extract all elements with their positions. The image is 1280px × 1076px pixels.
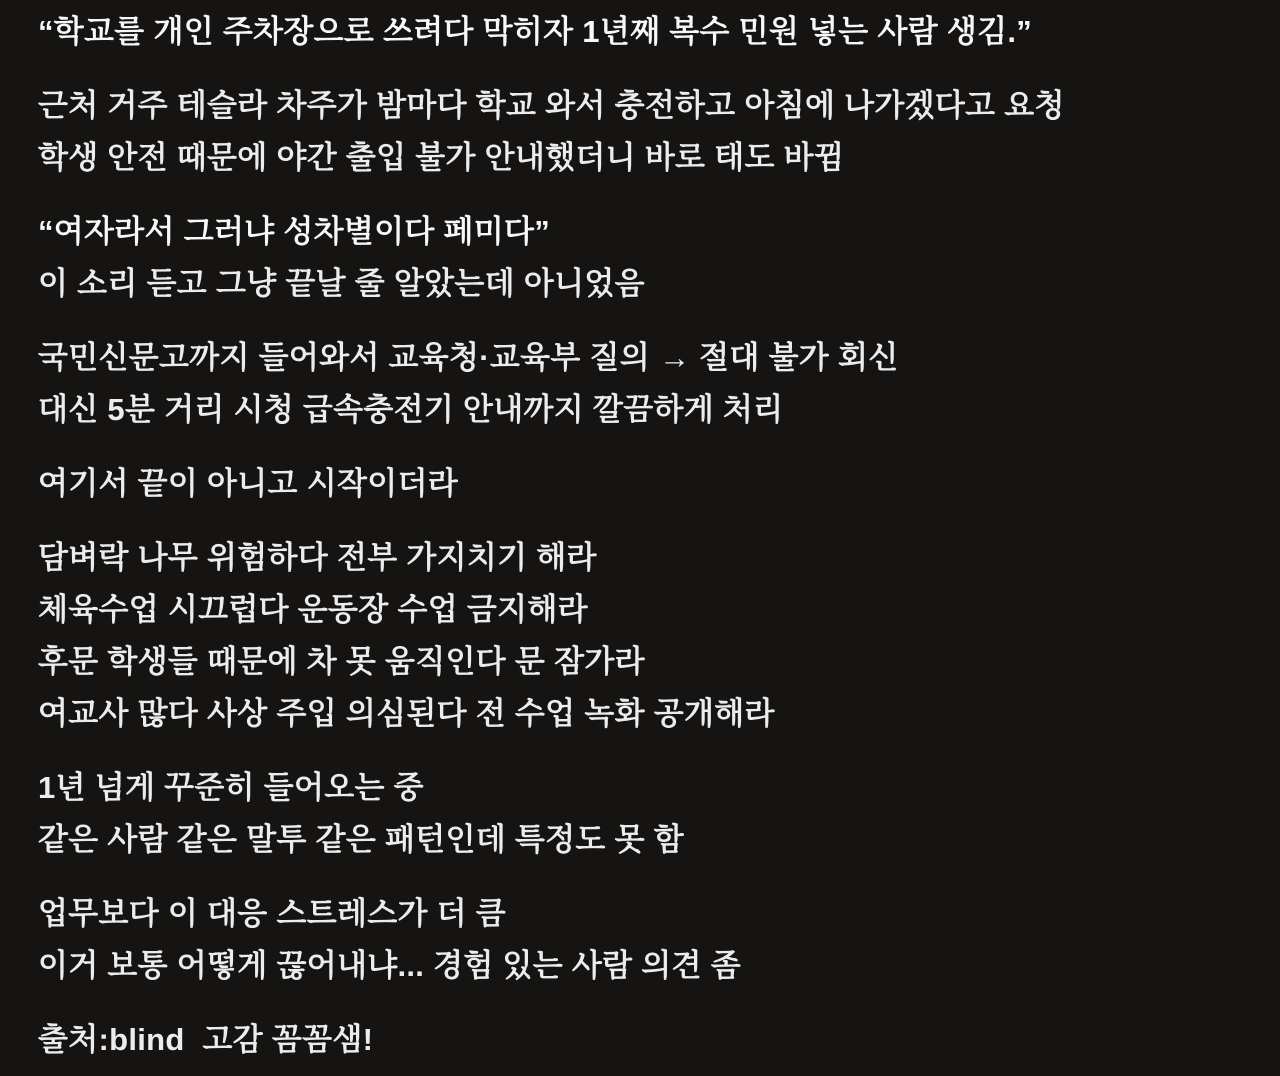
post-line: 체육수업 시끄럽다 운동장 수업 금지해라 [38, 592, 588, 627]
post-line: 이거 보통 어떻게 끊어내냐... 경험 있는 사람 의견 좀 [38, 948, 741, 983]
post-line: 국민신문고까지 들어와서 교육청·교육부 질의 → 절대 불가 회신 [38, 340, 899, 375]
paragraph-duration [38, 762, 1252, 866]
paragraph-ask-advice [38, 888, 1252, 992]
paragraph-complaints-list [38, 532, 1252, 740]
paragraph-source [38, 1014, 1252, 1066]
paragraph-transition [38, 458, 1252, 510]
paragraph-incident [38, 80, 1252, 184]
quote-line: “여자라서 그러냐 성차별이다 페미다” [38, 214, 551, 249]
source-line: 출처:blind 고감 꼼꼼샘! [38, 1022, 374, 1057]
post-line: 대신 5분 거리 시청 급속충전기 안내까지 깔끔하게 처리 [38, 392, 784, 427]
post-line: 여기서 끝이 아니고 시작이더라 [38, 466, 458, 501]
post-line: 담벼락 나무 위험하다 전부 가지치기 해라 [38, 540, 597, 575]
post-line: 업무보다 이 대응 스트레스가 더 큼 [38, 896, 507, 931]
post-line: 같은 사람 같은 말투 같은 패턴인데 특정도 못 함 [38, 822, 684, 857]
paragraph-petition [38, 332, 1252, 436]
post-line: 후문 학생들 때문에 차 못 움직인다 문 잠가라 [38, 644, 645, 679]
paragraph-reaction [38, 206, 1252, 310]
post-line: 이 소리 듣고 그냥 끝날 줄 알았는데 아니었음 [38, 266, 645, 301]
paragraph-headline [38, 6, 1252, 58]
quote-line: “학교를 개인 주차장으로 쓰려다 막히자 1년째 복수 민원 넣는 사람 생김.” [38, 14, 1033, 49]
post-line: 여교사 많다 사상 주입 의심된다 전 수업 녹화 공개해라 [38, 696, 775, 731]
post-line: 학생 안전 때문에 야간 출입 불가 안내했더니 바로 태도 바뀜 [38, 140, 845, 175]
post-line: 근처 거주 테슬라 차주가 밤마다 학교 와서 충전하고 아침에 나가겠다고 요청 [38, 88, 1065, 123]
post-line: 1년 넘게 꾸준히 들어오는 중 [38, 770, 424, 805]
